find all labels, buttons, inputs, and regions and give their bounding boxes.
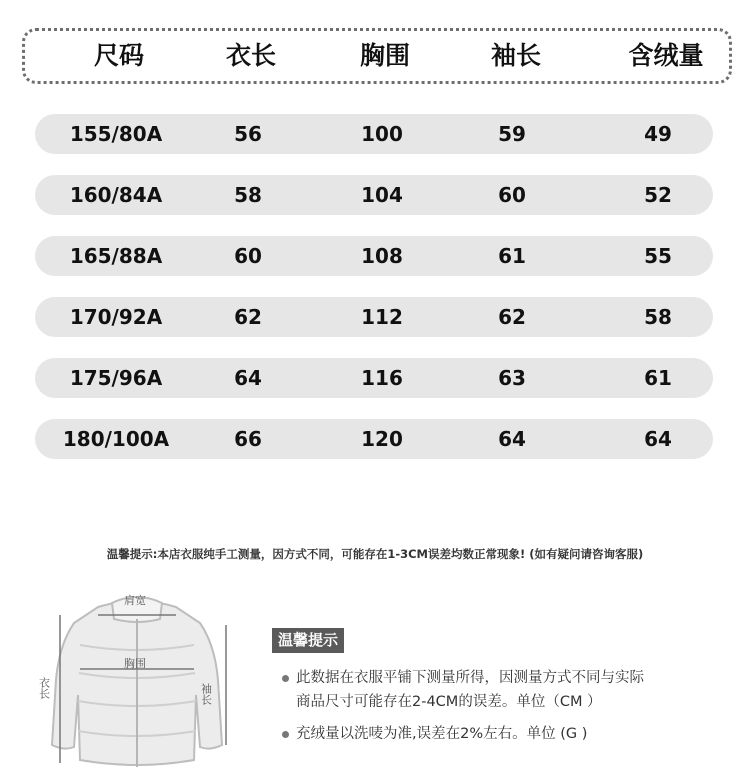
cell-size: 165/88A <box>69 244 163 268</box>
table-row <box>35 236 713 276</box>
cell-down: 55 <box>644 244 672 268</box>
cell-length: 64 <box>234 366 262 390</box>
cell-chest: 120 <box>361 427 403 451</box>
cell-down: 61 <box>644 366 672 390</box>
cell-sleeve: 61 <box>498 244 526 268</box>
label-chest: 胸围 <box>124 657 146 670</box>
jacket-diagram-icon <box>37 585 235 775</box>
cell-length: 66 <box>234 427 262 451</box>
cell-sleeve: 60 <box>498 183 526 207</box>
table-row <box>35 419 713 459</box>
tip-line: 此数据在衣服平铺下测量所得，因测量方式不同与实际 <box>296 670 644 686</box>
cell-length: 56 <box>234 122 262 146</box>
measurement-notice: 温馨提示:本店衣服纯手工测量，因方式不同，可能存在1-3CM误差均数正常现象! (如有疑问请咨询客服) <box>106 547 644 561</box>
header-down-content: 含绒量 <box>628 41 704 70</box>
cell-sleeve: 62 <box>498 305 526 329</box>
bullet-icon <box>282 675 289 682</box>
bullet-icon <box>282 731 289 738</box>
tip-item <box>282 722 587 746</box>
cell-chest: 108 <box>361 244 403 268</box>
cell-down: 49 <box>644 122 672 146</box>
cell-down: 58 <box>644 305 672 329</box>
tip-line: 商品尺寸可能存在2-4CM的误差。单位（CM ） <box>296 694 602 710</box>
label-shoulder: 肩宽 <box>124 594 146 607</box>
header-chest: 胸围 <box>359 41 411 70</box>
table-row <box>35 114 713 154</box>
cell-size: 155/80A <box>69 122 163 146</box>
cell-length: 62 <box>234 305 262 329</box>
table-row <box>35 297 713 337</box>
cell-chest: 112 <box>361 305 403 329</box>
cell-length: 60 <box>234 244 262 268</box>
header-length: 衣长 <box>225 41 277 70</box>
cell-size: 180/100A <box>62 427 170 451</box>
table-row <box>35 175 713 215</box>
tips-title: 温馨提示 <box>272 628 344 653</box>
cell-chest: 116 <box>361 366 403 390</box>
label-length: 衣长 <box>37 677 51 699</box>
cell-size: 160/84A <box>69 183 163 207</box>
label-sleeve: 袖长 <box>199 683 213 705</box>
cell-down: 52 <box>644 183 672 207</box>
header-sleeve: 袖长 <box>490 41 542 70</box>
table-row <box>35 358 713 398</box>
cell-sleeve: 64 <box>498 427 526 451</box>
cell-chest: 100 <box>361 122 403 146</box>
tip-item <box>282 666 644 714</box>
cell-sleeve: 63 <box>498 366 526 390</box>
tip-line: 充绒量以洗唛为准,误差在2%左右。单位 (G ) <box>296 726 588 742</box>
size-table-header <box>22 28 732 84</box>
cell-size: 170/92A <box>69 305 163 329</box>
cell-length: 58 <box>234 183 262 207</box>
cell-chest: 104 <box>361 183 403 207</box>
cell-down: 64 <box>644 427 672 451</box>
cell-size: 175/96A <box>69 366 163 390</box>
cell-sleeve: 59 <box>498 122 526 146</box>
header-size: 尺码 <box>93 41 145 70</box>
